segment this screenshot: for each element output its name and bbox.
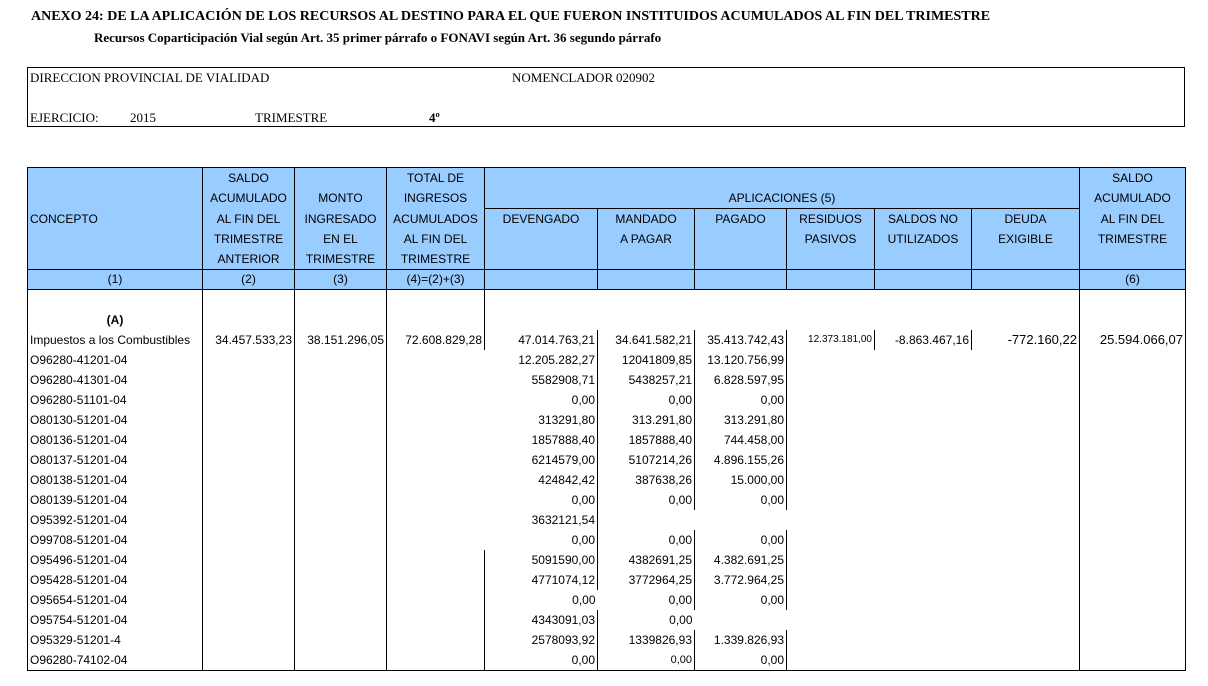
row-concepto: O96280-74102-04 <box>28 650 203 671</box>
row-pagado: 0,00 <box>695 490 787 510</box>
row-concepto: O95392-51201-04 <box>28 510 203 530</box>
row-devengado: 3632121,54 <box>531 513 595 527</box>
main-pagado: 35.413.742,43 <box>695 330 787 350</box>
table-row <box>28 570 1186 590</box>
row-concepto: O80139-51201-04 <box>28 490 203 510</box>
table-row <box>28 530 1186 550</box>
row-devengado: 6214579,00 <box>531 453 595 467</box>
header-text: UTILIZADOS <box>875 229 972 249</box>
row-mandado: 5107214,26 <box>598 450 695 470</box>
row-mandado: 387638,26 <box>598 470 695 490</box>
table-row <box>28 450 1186 470</box>
row-pagado <box>695 610 787 630</box>
main-saldos-no: -8.863.467,16 <box>875 330 972 350</box>
nomenclador-value: 020902 <box>616 70 655 85</box>
table-row <box>28 470 1186 490</box>
header-text: INGRESOS <box>387 188 485 209</box>
row-mandado: 1857888,40 <box>598 430 695 450</box>
table-row <box>28 430 1186 450</box>
row-devengado: 0,00 <box>571 393 595 407</box>
row-mandado: 12041809,85 <box>598 350 695 370</box>
table-row <box>28 630 1186 650</box>
organismo: DIRECCION PROVINCIAL DE VIALIDAD <box>30 70 270 85</box>
col-number: (4)=(2)+(3) <box>387 270 485 290</box>
main-devengado: 47.014.763,21 <box>485 330 598 350</box>
pagado-header: PAGADO <box>695 209 787 230</box>
header-text: TRIMESTRE <box>203 229 295 249</box>
row-concepto: O99708-51201-04 <box>28 530 203 550</box>
row-mandado <box>598 510 695 530</box>
row-devengado: 5582908,71 <box>531 373 595 387</box>
residuos-header: RESIDUOS <box>787 209 875 230</box>
row-pagado: 0,00 <box>695 650 787 671</box>
table-row <box>28 410 1186 430</box>
row-pagado: 0,00 <box>695 390 787 410</box>
report-subtitle: Recursos Coparticipación Vial según Art. 35 primer párrafo o FONAVI según Art. 36 segundo párrafo <box>94 30 662 45</box>
row-pagado: 15.000,00 <box>695 470 787 490</box>
row-devengado: 313291,80 <box>538 413 595 427</box>
main-residuos: 12.373.181,00 <box>787 330 875 350</box>
row-mandado: 0,00 <box>668 593 692 607</box>
ejercicio-label: EJERCICIO: <box>30 110 99 125</box>
main-concepto: Impuestos a los Combustibles <box>28 330 203 350</box>
col-number: (3) <box>295 270 387 290</box>
row-devengado: 0,00 <box>571 493 595 507</box>
col-aplicaciones <box>485 168 1080 189</box>
row-devengado: 0,00 <box>485 590 598 610</box>
row-concepto: O95428-51201-04 <box>28 570 203 590</box>
ejercicio-value: 2015 <box>130 110 156 125</box>
table-row-main <box>28 330 1186 350</box>
row-pagado: 4.382.691,25 <box>695 550 787 570</box>
row-pagado: 3.772.964,25 <box>695 570 787 590</box>
row-concepto: O80138-51201-04 <box>28 470 203 490</box>
row-concepto: O96280-41301-04 <box>28 370 203 390</box>
row-devengado: 4771074,12 <box>485 570 598 590</box>
row-mandado: 313.291,80 <box>598 410 695 430</box>
row-pagado: 0,00 <box>695 590 787 610</box>
row-concepto: O80130-51201-04 <box>28 410 203 430</box>
header-text: ACUMULADO <box>203 188 295 209</box>
header-text: EXIGIBLE <box>972 229 1080 249</box>
row-mandado: 0,00 <box>598 390 695 410</box>
devengado-header: DEVENGADO <box>485 209 598 230</box>
trimestre-value: 4º <box>429 110 440 125</box>
concepto-header: CONCEPTO <box>28 209 203 230</box>
header-text: AL FIN DEL <box>387 229 485 249</box>
aplicaciones-title: APLICACIONES (5) <box>485 188 1080 209</box>
main-saldo-fin: 25.594.066,07 <box>1080 330 1186 350</box>
mandado-header: MANDADO <box>598 209 695 230</box>
col-monto <box>295 168 387 189</box>
header-text: TRIMESTRE <box>1080 229 1186 249</box>
row-mandado: 0,00 <box>598 490 695 510</box>
row-devengado: 0,00 <box>571 533 595 547</box>
header-text: AL FIN DEL <box>1080 209 1186 230</box>
row-concepto: O95329-51201-4 <box>28 630 203 650</box>
header-text: TRIMESTRE <box>387 249 485 270</box>
row-concepto: O95496-51201-04 <box>28 550 203 570</box>
row-mandado: 4382691,25 <box>598 550 695 570</box>
row-devengado: 424842,42 <box>538 473 595 487</box>
row-concepto: O95654-51201-04 <box>28 590 203 610</box>
row-mandado: 0,00 <box>598 610 695 630</box>
row-concepto: O95754-51201-04 <box>28 610 203 630</box>
row-pagado: 13.120.756,99 <box>695 350 787 370</box>
row-devengado: 4343091,03 <box>485 610 598 630</box>
table-row <box>28 590 1186 610</box>
table-row <box>28 510 1186 530</box>
row-concepto: O96280-51101-04 <box>28 390 203 410</box>
aplicacion-table <box>27 167 1186 671</box>
row-concepto: O80136-51201-04 <box>28 430 203 450</box>
main-mandado: 34.641.582,21 <box>598 330 695 350</box>
main-total: 72.608.829,28 <box>387 330 485 350</box>
row-pagado: 6.828.597,95 <box>695 370 787 390</box>
table-row <box>28 370 1186 390</box>
header-text: AL FIN DEL <box>203 209 295 230</box>
table-row <box>28 650 1186 671</box>
row-devengado: 2578093,92 <box>485 630 598 650</box>
row-devengado: 1857888,40 <box>531 433 595 447</box>
section-label: (A) <box>28 310 203 330</box>
report-title: ANEXO 24: DE LA APLICACIÓN DE LOS RECURSOS AL DESTINO PARA EL QUE FUERON INSTITUIDOS ACUMULADOS AL FIN DEL TRIMESTRE <box>31 9 991 24</box>
col-number: (6) <box>1080 270 1186 290</box>
header-text: MONTO <box>295 188 387 209</box>
col-total: TOTAL DE <box>387 168 485 189</box>
row-mandado: 5438257,21 <box>598 370 695 390</box>
table-body <box>28 290 1186 671</box>
table-row <box>28 350 1186 370</box>
row-concepto: O80137-51201-04 <box>28 450 203 470</box>
table-row <box>28 610 1186 630</box>
table-row <box>28 390 1186 410</box>
row-devengado: 12.205.282,27 <box>518 353 595 367</box>
main-monto: 38.151.296,05 <box>295 330 387 350</box>
header-text: ACUMULADO <box>1080 188 1186 209</box>
header-text: PASIVOS <box>787 229 875 249</box>
deuda-header: DEUDA <box>972 209 1080 230</box>
header-text: TRIMESTRE <box>295 249 387 270</box>
header-text: ANTERIOR <box>203 249 295 270</box>
header-text: EN EL <box>295 229 387 249</box>
row-devengado: 0,00 <box>485 650 598 671</box>
header-text: INGRESADO <box>295 209 387 230</box>
row-mandado: 0,00 <box>598 650 695 671</box>
main-saldo-anterior: 34.457.533,23 <box>203 330 295 350</box>
row-mandado: 1339826,93 <box>598 630 695 650</box>
table-row <box>28 490 1186 510</box>
row-pagado: 313.291,80 <box>695 410 787 430</box>
row-devengado: 5091590,00 <box>485 550 598 570</box>
col-number: (2) <box>203 270 295 290</box>
row-pagado: 0,00 <box>695 530 787 550</box>
table-header <box>28 168 1186 290</box>
col-saldo-fin: SALDO <box>1080 168 1186 189</box>
row-pagado <box>695 510 787 530</box>
row-mandado: 3772964,25 <box>598 570 695 590</box>
row-pagado: 744.458,00 <box>695 430 787 450</box>
nomenclador-label: NOMENCLADOR <box>512 70 614 85</box>
header-text: A PAGAR <box>598 229 695 249</box>
row-pagado: 1.339.826,93 <box>695 630 787 650</box>
header-text: ACUMULADOS <box>387 209 485 230</box>
trimestre-label: TRIMESTRE <box>255 110 328 125</box>
main-deuda: -772.160,22 <box>972 330 1080 350</box>
table-row <box>28 550 1186 570</box>
row-mandado: 0,00 <box>598 530 695 550</box>
row-pagado: 4.896.155,26 <box>695 450 787 470</box>
saldos-no-header: SALDOS NO <box>875 209 972 230</box>
col-number: (1) <box>28 270 203 290</box>
col-saldo-anterior: SALDO <box>203 168 295 189</box>
col-concepto <box>28 168 203 189</box>
row-concepto: O96280-41201-04 <box>28 350 203 370</box>
info-box <box>27 67 1185 127</box>
